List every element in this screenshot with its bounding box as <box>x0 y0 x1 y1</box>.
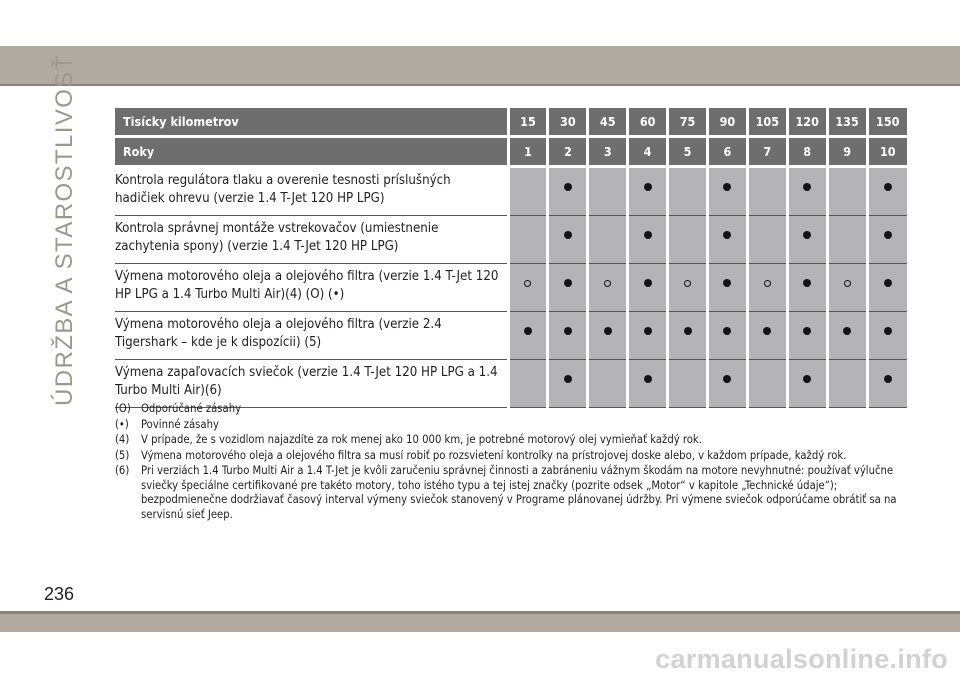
interval-cell <box>628 264 668 312</box>
interval-cell <box>628 312 668 360</box>
row-description: Výmena motorového oleja a olejového filtra (verzie 1.4 T-Jet 120 HP LPG a 1.4 Turbo Multi Air)(4) (O) (•) <box>115 264 508 312</box>
interval-cell <box>827 216 867 264</box>
interval-cell <box>827 312 867 360</box>
footnote-key: (O) <box>115 402 131 415</box>
interval-cell <box>588 360 628 408</box>
footnote-text: Výmena motorového oleja a olejového filtra sa musí robiť po rozsvietení kontrolky na prístrojovej doske alebo, v každom prípade, každý rok. <box>141 448 847 462</box>
footnote-key: (4) <box>115 433 130 446</box>
header-km-cell: 135 <box>827 108 867 135</box>
footnote-text: V prípade, že s vozidlom najazdíte za rok menej ako 10 000 km, je potrebné motorový olej vymieňať každý rok. <box>141 433 702 446</box>
header-years-label: Roky <box>115 138 508 165</box>
header-km-cell: 60 <box>628 108 668 135</box>
interval-cell <box>588 216 628 264</box>
mandatory-dot-icon <box>803 231 811 239</box>
mandatory-dot-icon <box>723 183 731 191</box>
table-row <box>115 360 907 408</box>
interval-cell <box>787 216 827 264</box>
recommended-circle-icon <box>684 280 691 287</box>
mandatory-dot-icon <box>763 327 771 335</box>
mandatory-dot-icon <box>803 375 811 383</box>
header-year-cell: 1 <box>508 138 548 165</box>
header-year-cell: 6 <box>707 138 747 165</box>
header-km-cell: 30 <box>548 108 588 135</box>
header-year-cell: 4 <box>628 138 668 165</box>
mandatory-dot-icon <box>644 231 652 239</box>
table-row <box>115 312 907 360</box>
interval-cell <box>548 216 588 264</box>
header-km-cell: 15 <box>508 108 548 135</box>
mandatory-dot-icon <box>884 183 892 191</box>
header-km-cell: 105 <box>747 108 787 135</box>
row-description: Výmena motorového oleja a olejového filtra (verzie 2.4 Tigershark – kde je k dispozícii) (5) <box>115 312 508 360</box>
chapter-title: ÚDRŽBA A STAROSTLIVOSŤ <box>51 54 78 406</box>
interval-cell <box>508 312 548 360</box>
header-year-cell: 10 <box>867 138 907 165</box>
interval-cell <box>508 168 548 216</box>
interval-cell <box>827 168 867 216</box>
interval-cell <box>508 264 548 312</box>
watermark-text: carmanualsonline.info <box>655 644 948 674</box>
schedule-body <box>115 168 907 408</box>
maintenance-schedule-table <box>115 108 907 408</box>
interval-cell <box>707 360 747 408</box>
mandatory-dot-icon <box>843 327 851 335</box>
row-description: Kontrola regulátora tlaku a overenie tesnosti príslušných hadičiek ohrevu (verzie 1.4 T-Jet 120 HP LPG) <box>115 168 508 216</box>
interval-cell <box>508 360 548 408</box>
header-year-cell: 5 <box>668 138 708 165</box>
mandatory-dot-icon <box>524 327 532 335</box>
interval-cell <box>588 168 628 216</box>
footnote-text: Odporúčané zásahy <box>141 402 242 415</box>
interval-cell <box>548 168 588 216</box>
interval-cell <box>707 312 747 360</box>
row-description: Kontrola správnej montáže vstrekovačov (umiestnenie zachytenia spony) (verzie 1.4 T-Jet 120 HP LPG) <box>115 216 508 264</box>
mandatory-dot-icon <box>644 279 652 287</box>
interval-cell <box>787 312 827 360</box>
interval-cell <box>707 264 747 312</box>
header-km-cell: 45 <box>588 108 628 135</box>
interval-cell <box>707 168 747 216</box>
mandatory-dot-icon <box>564 279 572 287</box>
mandatory-dot-icon <box>723 375 731 383</box>
interval-cell <box>707 216 747 264</box>
footnotes <box>115 402 910 523</box>
mandatory-dot-icon <box>803 183 811 191</box>
mandatory-dot-icon <box>723 231 731 239</box>
mandatory-dot-icon <box>803 279 811 287</box>
footnote-text: Povinné zásahy <box>141 417 219 431</box>
interval-cell <box>867 264 907 312</box>
recommended-circle-icon <box>764 280 771 287</box>
footnote-key: (•) <box>115 417 129 431</box>
interval-cell <box>668 168 708 216</box>
interval-cell <box>548 312 588 360</box>
interval-cell <box>867 216 907 264</box>
interval-cell <box>628 216 668 264</box>
header-band <box>0 46 960 86</box>
header-year-cell: 3 <box>588 138 628 165</box>
mandatory-dot-icon <box>604 327 612 335</box>
row-description: Výmena zapaľovacích sviečok (verzie 1.4 T-Jet 120 HP LPG a 1.4 Turbo Multi Air)(6) <box>115 360 508 408</box>
recommended-circle-icon <box>844 280 851 287</box>
interval-cell <box>548 264 588 312</box>
recommended-circle-icon <box>524 280 531 287</box>
interval-cell <box>787 360 827 408</box>
interval-cell <box>827 360 867 408</box>
interval-cell <box>668 264 708 312</box>
interval-cell <box>548 360 588 408</box>
interval-cell <box>747 264 787 312</box>
mandatory-dot-icon <box>723 327 731 335</box>
footnote <box>115 402 910 417</box>
interval-cell <box>508 216 548 264</box>
interval-cell <box>588 264 628 312</box>
header-km-cell: 120 <box>787 108 827 135</box>
header-row-years <box>115 138 907 165</box>
interval-cell <box>787 264 827 312</box>
footer-band <box>0 614 960 632</box>
table-row <box>115 168 907 216</box>
mandatory-dot-icon <box>884 279 892 287</box>
header-year-cell: 9 <box>827 138 867 165</box>
header-year-cell: 8 <box>787 138 827 165</box>
mandatory-dot-icon <box>884 375 892 383</box>
header-rule <box>0 84 960 86</box>
interval-cell <box>668 360 708 408</box>
table-row <box>115 216 907 264</box>
mandatory-dot-icon <box>564 375 572 383</box>
interval-cell <box>867 360 907 408</box>
footnote <box>115 449 910 464</box>
footnote <box>115 418 910 433</box>
mandatory-dot-icon <box>644 183 652 191</box>
mandatory-dot-icon <box>564 231 572 239</box>
header-km-cell: 150 <box>867 108 907 135</box>
footnote-text: Pri verziách 1.4 Turbo Multi Air a 1.4 T-Jet je kvôli zaručeniu správnej činnosti a zabráneniu vážnym škodám na motore nevyhnutné: používať výlučne sviečky špeciálne certifikované pre takéto motory, toho istého typu a tej istej značky (pozrite odsek „Motor“ v kapitole „Technické údaje“); bezpodmienečne dodržiavať časový interval výmeny sviečok stanovený v Programe plánovanej údržby. Pri výmene sviečok odporúčame obrátiť sa na servisnú sieť Jeep. <box>141 464 897 521</box>
interval-cell <box>747 360 787 408</box>
mandatory-dot-icon <box>884 231 892 239</box>
header-row-km <box>115 108 907 135</box>
footnote <box>115 464 910 522</box>
footnote <box>115 433 910 448</box>
interval-cell <box>588 312 628 360</box>
table-row <box>115 264 907 312</box>
footnote-key: (5) <box>115 448 130 462</box>
mandatory-dot-icon <box>803 327 811 335</box>
interval-cell <box>668 312 708 360</box>
interval-cell <box>827 264 867 312</box>
header-year-cell: 7 <box>747 138 787 165</box>
mandatory-dot-icon <box>564 183 572 191</box>
interval-cell <box>668 216 708 264</box>
recommended-circle-icon <box>604 280 611 287</box>
interval-cell <box>787 168 827 216</box>
interval-cell <box>747 168 787 216</box>
mandatory-dot-icon <box>644 375 652 383</box>
mandatory-dot-icon <box>564 327 572 335</box>
page-number: 236 <box>44 584 75 604</box>
mandatory-dot-icon <box>723 279 731 287</box>
header-year-cell: 2 <box>548 138 588 165</box>
footnote-key: (6) <box>115 464 130 477</box>
mandatory-dot-icon <box>884 327 892 335</box>
header-km-cell: 90 <box>707 108 747 135</box>
header-km-cell: 75 <box>668 108 708 135</box>
mandatory-dot-icon <box>644 327 652 335</box>
interval-cell <box>747 216 787 264</box>
interval-cell <box>628 360 668 408</box>
mandatory-dot-icon <box>684 327 692 335</box>
header-km-label: Tisícky kilometrov <box>115 108 508 135</box>
top-margin <box>0 0 960 46</box>
interval-cell <box>867 168 907 216</box>
interval-cell <box>628 168 668 216</box>
interval-cell <box>867 312 907 360</box>
interval-cell <box>747 312 787 360</box>
